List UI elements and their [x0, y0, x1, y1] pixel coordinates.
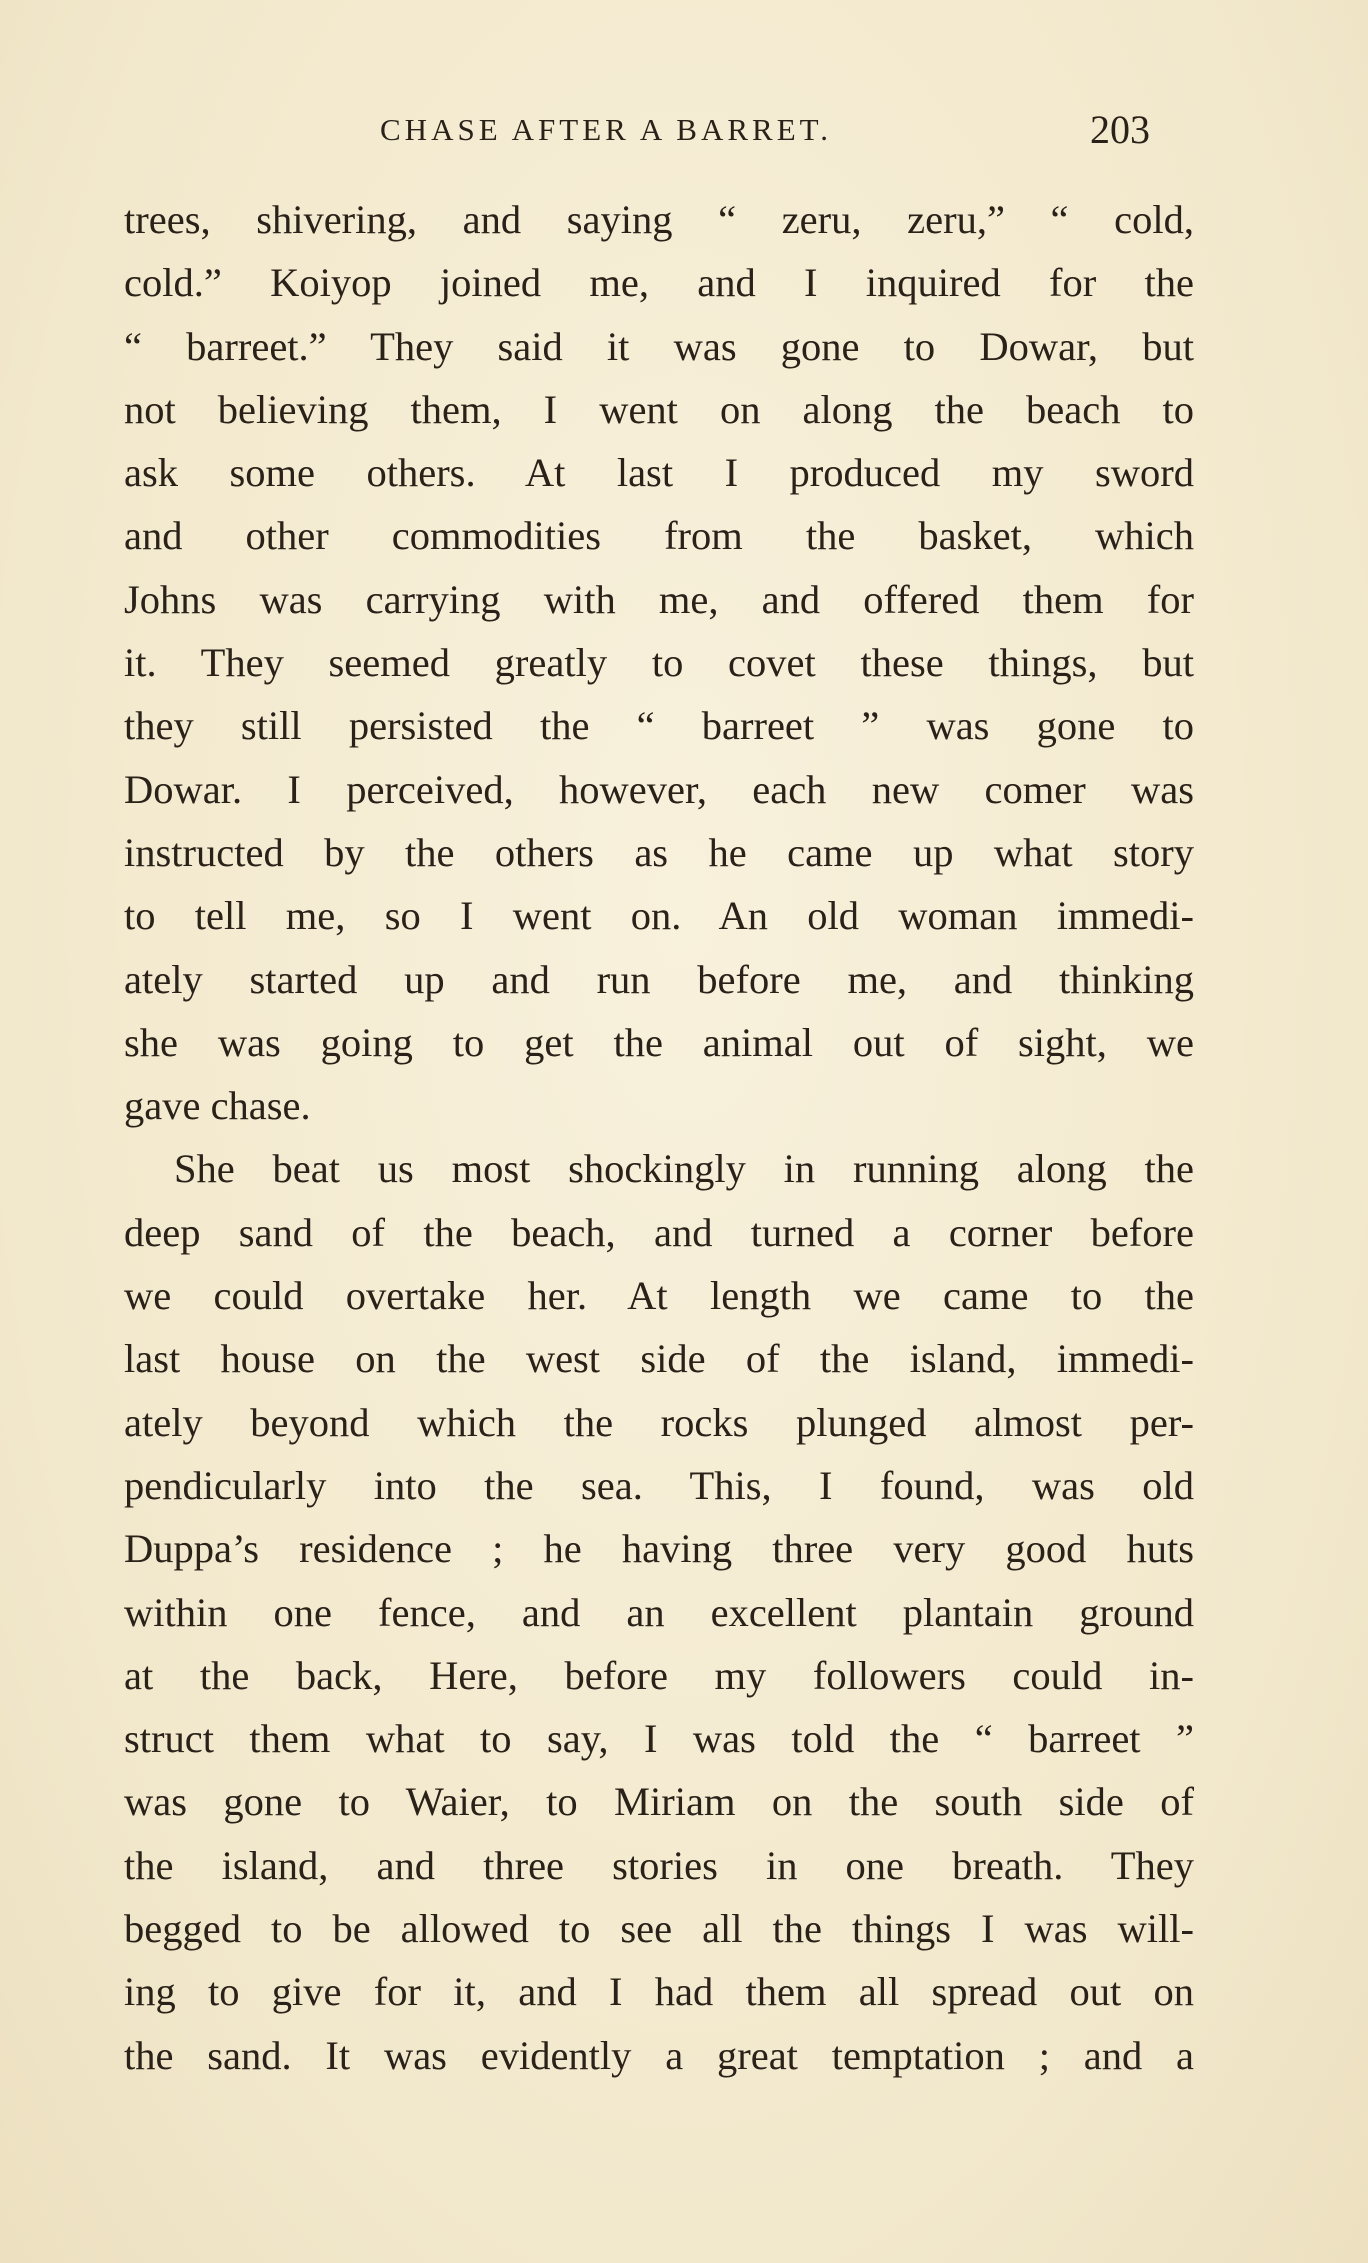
text-line: ing to give for it, and I had them all spread out on — [124, 1969, 1194, 2015]
running-head — [0, 107, 1368, 162]
text-line: trees, shivering, and saying “ zeru, zeru,” “ cold, — [124, 197, 1194, 242]
text-line: last house on the west side of the island, immedi- — [124, 1336, 1194, 1382]
text-line: ately beyond which the rocks plunged almost per- — [124, 1399, 1194, 1445]
paragraph-end-line: gave chase. — [124, 1083, 311, 1129]
text-line: within one fence, and an excellent plantain ground — [124, 1589, 1194, 1635]
text-line: the island, and three stories in one breath. They — [124, 1842, 1194, 1888]
text-line: begged to be allowed to see all the things I was will- — [124, 1906, 1194, 1952]
text-line: Dowar. I perceived, however, each new comer was — [124, 766, 1194, 812]
text-line: ask some others. At last I produced my sword — [124, 450, 1194, 496]
text-line: they still persisted the “ barreet ” was gone to — [124, 703, 1194, 749]
text-line: to tell me, so I went on. An old woman immedi- — [124, 893, 1194, 939]
text-line: it. They seemed greatly to covet these things, but — [124, 640, 1194, 686]
text-line: “ barreet.” They said it was gone to Dowar, but — [124, 323, 1194, 369]
text-line: Duppa’s residence ; he having three very good huts — [124, 1526, 1194, 1572]
text-line: struct them what to say, I was told the “ barreet ” — [124, 1716, 1194, 1762]
text-line: was gone to Waier, to Miriam on the south side of — [124, 1779, 1194, 1825]
running-title: CHASE AFTER A BARRET. — [380, 112, 833, 147]
text-line: not believing them, I went on along the beach to — [124, 386, 1194, 432]
body-text — [124, 188, 1194, 2087]
text-line: Johns was carrying with me, and offered them for — [124, 576, 1194, 622]
page-number: 203 — [1090, 107, 1150, 152]
text-line: she was going to get the animal out of sight, we — [124, 1019, 1194, 1065]
text-line: cold.” Koiyop joined me, and I inquired for the — [124, 260, 1194, 306]
text-line: deep sand of the beach, and turned a corner before — [124, 1209, 1194, 1255]
text-line: and other commodities from the basket, which — [124, 513, 1194, 559]
text-line: pendicularly into the sea. This, I found, was old — [124, 1462, 1194, 1508]
text-line: the sand. It was evidently a great temptation ; and a — [124, 2032, 1194, 2078]
text-line: ately started up and run before me, and thinking — [124, 956, 1194, 1002]
paragraph-start-line: She beat us most shockingly in running along the — [174, 1146, 1194, 1192]
text-line: instructed by the others as he came up what story — [124, 829, 1194, 875]
text-line: we could overtake her. At length we came to the — [124, 1273, 1194, 1319]
text-line: at the back, Here, before my followers could in- — [124, 1652, 1194, 1698]
